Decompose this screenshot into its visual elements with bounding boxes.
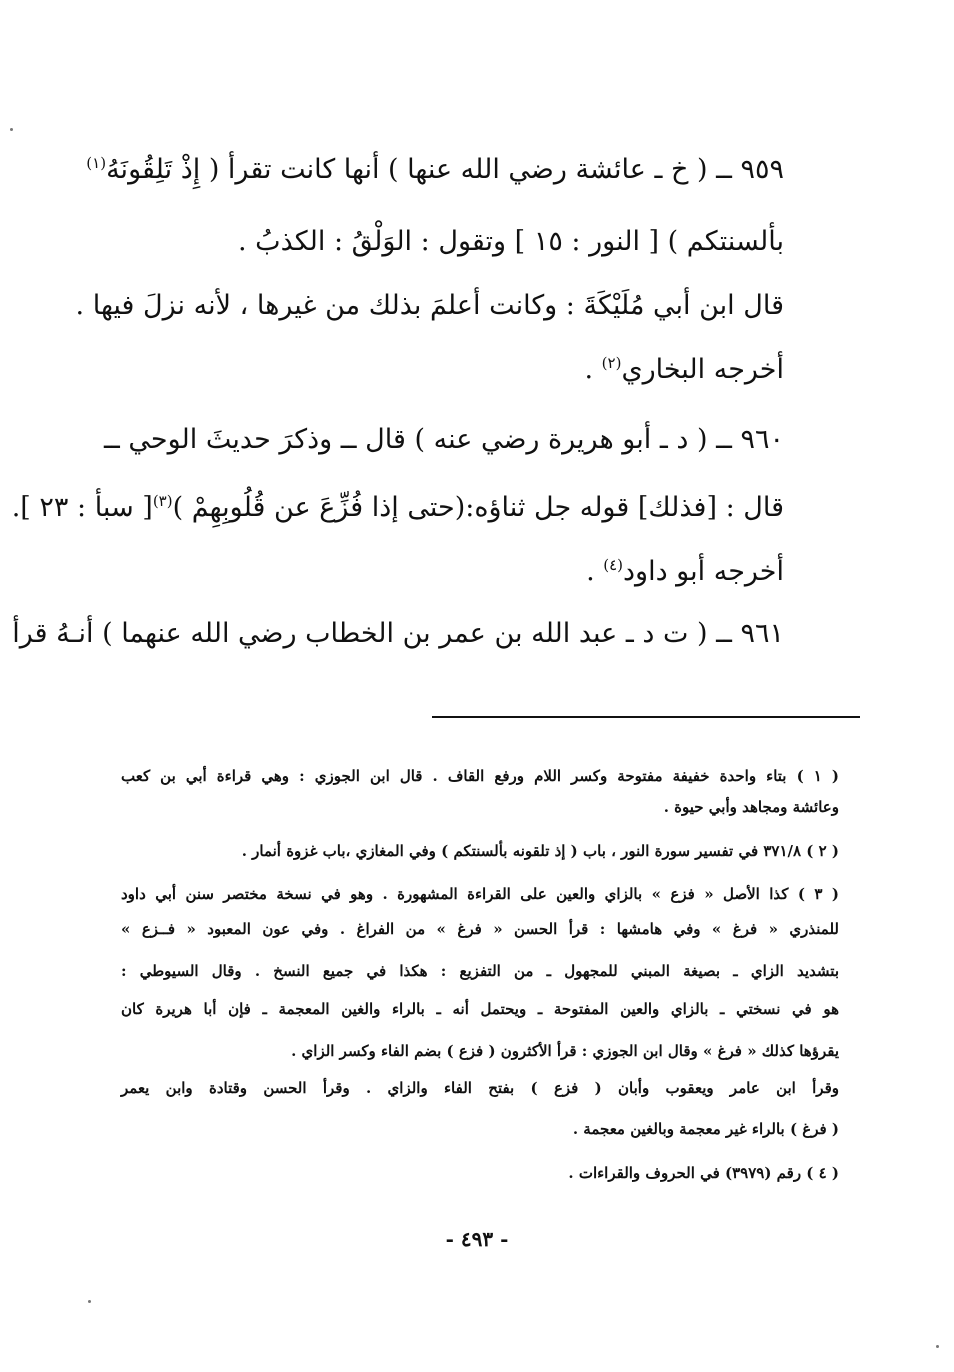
footnote-ref-4: (٤) bbox=[603, 556, 624, 574]
scan-speck bbox=[10, 128, 13, 131]
footnote-line: ( فرغ ) بالراء غير معجمة وبالغين معجمة . bbox=[572, 1120, 839, 1138]
footnote-line: بتشديد الزاي ـ بصيغة المبني للمجهول ـ من التفزيع : هكذا في جميع النسخ . وقال السيوطي : bbox=[121, 962, 839, 980]
hadith-959-line-2: بألسنتكم ) [ النور : ١٥ ] وتقول : الوَلْقُ : الكذبُ . bbox=[237, 226, 784, 257]
footnote-ref-2: (٢) bbox=[601, 354, 622, 372]
hadith-960-line-1: ٩٦٠ ــ ( د ـ أبو هريرة رضي عنه ) قال ــ وذكرَ حديثَ الوحي ــ bbox=[104, 424, 784, 455]
scan-speck bbox=[88, 1300, 91, 1303]
footnote-line: ( ٤ ) رقم (٣٩٧٩) في الحروف والقراءات . bbox=[568, 1164, 839, 1182]
footnote-ref-3: (٣) bbox=[152, 492, 173, 510]
source-text: أخرجه أبو داود bbox=[623, 556, 784, 587]
hadith-961-line-1: ٩٦١ ــ ( ت د ـ عبد الله بن عمر بن الخطاب رضي الله عنهما ) أنـهُ قرأ bbox=[12, 618, 784, 649]
line-end: . bbox=[586, 556, 604, 587]
footnote-line: يقرؤها كذلك « فرغ » وقال ابن الجوزي : قرأ الأكثرون ( فزع ) بضم الفاء وكسر الزاي . bbox=[291, 1042, 839, 1060]
quran-quote: قال : [فذلك] قوله جل ثناؤه:(حتى إذا فُزِّعَ عن قُلُوبِهِمْ ) bbox=[172, 492, 784, 523]
footnote-line: ( ١ ) بتاء واحدة خفيفة مفتوحة وكسر اللام ورفع القاف . قال ابن الجوزي : وهي قراءة أبي بن كعب bbox=[121, 767, 839, 785]
footnote-ref-1: (١) bbox=[86, 154, 107, 172]
footnote-line: هو في نسختي ـ بالزاي والعين المفتوحة ـ ويحتمل أنه ـ بالراء والغين المعجمة ـ فإن أبا هريرة كان bbox=[121, 1000, 839, 1018]
hadith-959-line-3: قال ابن أبي مُلَيْكَةَ : وكانت أعلمَ بذلك من غيرها ، لأنه نزلَ فيها . bbox=[75, 290, 784, 321]
footnote-line: ( ٣ ) كذا الأصل « فزع » بالزاي والعين على القراءة المشهورة . وهو في نسخة مختصر سنن أبي داود bbox=[121, 885, 839, 903]
footnote-line: للمنذري « فرغ » وفي هامشها : قرأ الحسن « فرغ » من الفراغ . وفي عون المعبود « فــزع » bbox=[121, 920, 839, 938]
hadith-960-line-2 bbox=[11, 488, 784, 528]
footnote-line: ( ٢ ) ٣٧١/٨ في تفسير سورة النور ، باب ( إذ تلقونه بألسنتكم ) وفي المغازي ،باب غزوة أنمار . bbox=[241, 842, 839, 860]
hadith-959-line-1 bbox=[86, 150, 784, 190]
page-number: - ٤٩٣ - bbox=[445, 1227, 509, 1251]
source-text: أخرجه البخاري bbox=[621, 354, 784, 385]
footnote-separator bbox=[432, 716, 860, 718]
hadith-960-source bbox=[104, 552, 784, 592]
surah-reference: [ سبأ : ٢٣ ]. bbox=[11, 492, 153, 523]
footnote-line: وقرأ ابن عامر ويعقوب وأبان ( فزع ) بفتح الفاء والزاي . وقرأ الحسن وقتادة وابن يعمر bbox=[121, 1079, 839, 1097]
hadith-959-opening: ٩٥٩ ــ ( خ ـ عائشة رضي الله عنها ) أنها كانت تقرأ ( إِذْ تَلِقُونَهُ bbox=[106, 154, 784, 185]
footnote-line: وعائشة ومجاهد وأبي حيوة . bbox=[663, 798, 839, 816]
line-end: . bbox=[584, 354, 602, 385]
hadith-959-source bbox=[104, 350, 784, 390]
scan-speck bbox=[936, 1345, 939, 1348]
